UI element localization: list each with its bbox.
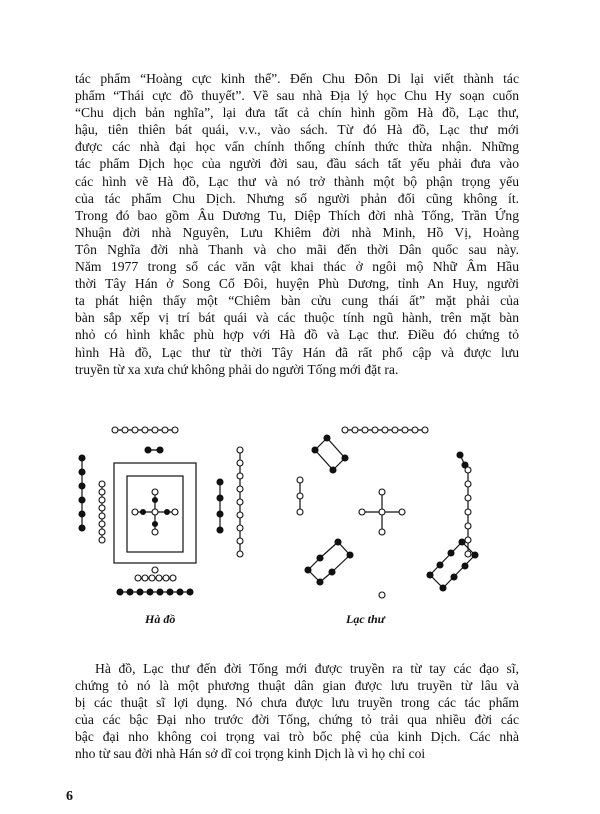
text-line: Nhuận đời nhà Nguyên, Lưu Khiêm đời nhà Minh, Hồ Vị, Hoàng	[75, 224, 519, 240]
text-line: Hà đồ, Lạc thư đến đời Tống mới được truyền ra từ tay các đạo sĩ,	[95, 661, 519, 676]
white-dot	[465, 495, 471, 501]
white-dot	[237, 460, 243, 466]
black-dot	[165, 510, 170, 515]
white-dot	[297, 477, 303, 483]
white-dot	[297, 509, 303, 515]
white-dot	[99, 505, 105, 511]
black-dot	[217, 527, 223, 533]
ha-do-diagram	[70, 420, 260, 610]
black-dot	[79, 511, 85, 517]
connector-line	[327, 438, 345, 458]
white-dot	[372, 427, 378, 433]
black-dot	[79, 525, 85, 531]
white-dot	[142, 427, 148, 433]
white-dot	[359, 509, 365, 515]
white-dot	[379, 529, 385, 535]
white-dot	[152, 529, 158, 535]
black-dot	[79, 483, 85, 489]
white-dot	[156, 575, 162, 581]
black-dot	[342, 455, 348, 461]
connector-line	[443, 555, 475, 588]
body-paragraph-2	[75, 660, 519, 763]
text-line: hậu, tiên thiên bát quái, v.v., vào sách. Từ đó Hà đồ, Lạc thư mới	[75, 122, 519, 138]
white-dot	[237, 447, 243, 453]
black-dot	[147, 589, 153, 595]
white-dot	[465, 523, 471, 529]
white-dot	[99, 521, 105, 527]
text-line: được các nhà đại học vấn chính thống chính thức thừa nhận. Những	[75, 139, 519, 155]
white-dot	[99, 513, 105, 519]
black-dot	[79, 455, 85, 461]
white-dot	[162, 427, 168, 433]
white-dot	[465, 481, 471, 487]
white-dot	[465, 551, 471, 557]
white-dot	[99, 537, 105, 543]
black-dot	[440, 585, 446, 591]
black-dot	[153, 498, 158, 503]
black-dot	[157, 447, 163, 453]
white-dot	[465, 467, 471, 473]
white-dot	[99, 497, 105, 503]
black-dot	[329, 569, 335, 575]
text-line: truyền từ xa xưa chứ không phải do người Tống mới đặt ra.	[75, 361, 399, 377]
black-dot	[317, 555, 323, 561]
white-dot	[152, 509, 158, 515]
text-line: tác phẩm Dịch học của người đời sau, đầu sách tất yếu phải đưa vào	[75, 156, 519, 172]
text-line: bàn sắp xếp vị trí bát quái và các thuộc tính ngũ hành, trên mặt bàn	[75, 310, 519, 326]
black-dot	[324, 435, 330, 441]
text-line: của các bậc Đại nho trước đời Tống, chứng tỏ trải qua nhiều đời các	[75, 712, 519, 728]
black-dot	[347, 552, 353, 558]
white-dot	[379, 509, 385, 515]
text-line: thời Tây Hán ở Song Cổ Đôi, huyện Phù Dương, tỉnh An Huy, người	[75, 276, 519, 292]
white-dot	[163, 575, 169, 581]
connector-line	[332, 555, 350, 572]
black-dot	[427, 572, 433, 578]
white-dot	[237, 538, 243, 544]
connector-line	[430, 542, 462, 575]
black-dot	[127, 589, 133, 595]
black-dot	[187, 589, 193, 595]
black-dot	[437, 562, 443, 568]
white-dot	[142, 575, 148, 581]
white-dot	[237, 499, 243, 505]
white-dot	[352, 427, 358, 433]
white-dot	[152, 489, 158, 495]
white-dot	[99, 489, 105, 495]
text-line: bậc đại nho không coi trọng vai trò bốc phệ của kinh Dịch. Các nhà	[75, 729, 519, 745]
white-dot	[237, 486, 243, 492]
white-dot	[402, 427, 408, 433]
white-dot	[152, 567, 158, 573]
white-dot	[237, 473, 243, 479]
lac-thu-diagram	[290, 420, 490, 610]
black-dot	[79, 497, 85, 503]
black-dot	[330, 467, 336, 473]
text-line: phẩm “Thái cực đồ thuyết”. Về sau nhà Địa lý học Chu Hy soạn cuốn	[75, 88, 519, 104]
white-dot	[297, 493, 303, 499]
white-dot	[465, 537, 471, 543]
white-dot	[170, 575, 176, 581]
text-line: Năm 1977 trong số các văn vật khai thác ở ngôi mộ Nhữ Âm Hầu	[75, 259, 519, 275]
white-dot	[362, 427, 368, 433]
text-line: nho từ sau đời nhà Hán sở dĩ coi trọng kinh Dịch là vì họ chỉ coi	[75, 746, 426, 762]
lac-thu-caption: Lạc thư	[346, 612, 385, 626]
connector-line	[320, 542, 338, 558]
white-dot	[99, 481, 105, 487]
black-dot	[217, 511, 223, 517]
white-dot	[135, 575, 141, 581]
black-dot	[335, 539, 341, 545]
white-dot	[172, 427, 178, 433]
text-line: ta phát hiện thấy một “Chiêm bàn cửu cung thái ất” mặt phải của	[75, 293, 519, 309]
black-dot	[462, 563, 468, 569]
white-dot	[152, 427, 158, 433]
text-line: Tôn Nghĩa đời nhà Thanh và cho mãi đến thời Dân quốc sau này.	[75, 241, 519, 257]
black-dot	[157, 589, 163, 595]
white-dot	[342, 427, 348, 433]
text-line: Trong đó bao gồm Âu Dương Tu, Diệp Thích đời nhà Tống, Trần Ứng	[75, 207, 519, 223]
white-dot	[172, 509, 178, 515]
white-dot	[379, 592, 385, 598]
white-dot	[379, 489, 385, 495]
text-line: hình Hà đồ, Lạc thư từ thời Tây Hán đã rất phổ cập và được lưu	[75, 344, 519, 360]
text-line: tác phẩm “Hoàng cực kinh thế”. Đến Chu Đôn Di lại viết thành tác	[75, 71, 519, 86]
white-dot	[399, 509, 405, 515]
page-number: 6	[66, 789, 73, 804]
text-line: các hình vẽ Hà đồ, Lạc thư và nó trở thành một bộ phận trọng yếu	[75, 173, 519, 189]
white-dot	[237, 551, 243, 557]
text-line: nhỏ có hình khắc phù hợp với Hà đồ và Lạc thư. Điều đó chứng tỏ	[75, 327, 519, 343]
black-dot	[451, 574, 457, 580]
black-dot	[137, 589, 143, 595]
black-dot	[167, 589, 173, 595]
black-dot	[141, 510, 146, 515]
ha-do-caption: Hà đồ	[145, 612, 176, 626]
white-dot	[112, 427, 118, 433]
white-dot	[382, 427, 388, 433]
black-dot	[459, 539, 465, 545]
text-line: “Chu dịch bản nghĩa”, lại đưa tất cả chín hình gồm Hà đồ, Lạc thư,	[75, 105, 519, 121]
white-dot	[237, 512, 243, 518]
black-dot	[117, 589, 123, 595]
black-dot	[317, 579, 323, 585]
white-dot	[465, 509, 471, 515]
white-dot	[392, 427, 398, 433]
black-dot	[145, 447, 151, 453]
white-dot	[99, 529, 105, 535]
text-line: chứng tỏ nó là một phương thuật dân gian được lưu truyền từ lâu và	[75, 678, 519, 694]
black-dot	[448, 550, 454, 556]
black-dot	[79, 469, 85, 475]
body-paragraph-1	[75, 70, 519, 378]
white-dot	[122, 427, 128, 433]
black-dot	[312, 447, 318, 453]
white-dot	[422, 427, 428, 433]
black-dot	[177, 589, 183, 595]
white-dot	[132, 427, 138, 433]
black-dot	[217, 495, 223, 501]
black-dot	[217, 479, 223, 485]
black-dot	[153, 522, 158, 527]
connector-line	[315, 450, 333, 470]
white-dot	[237, 525, 243, 531]
black-dot	[457, 452, 463, 458]
black-dot	[472, 552, 478, 558]
white-dot	[412, 427, 418, 433]
black-dot	[305, 567, 311, 573]
white-dot	[132, 509, 138, 515]
text-line: của tác phẩm Chu Dịch. Nhưng số người phản đối cũng không ít.	[75, 190, 519, 206]
text-line: bị các thuật sĩ lợi dụng. Nó chưa được lưu truyền trong các tác phẩm	[75, 695, 519, 711]
white-dot	[149, 575, 155, 581]
